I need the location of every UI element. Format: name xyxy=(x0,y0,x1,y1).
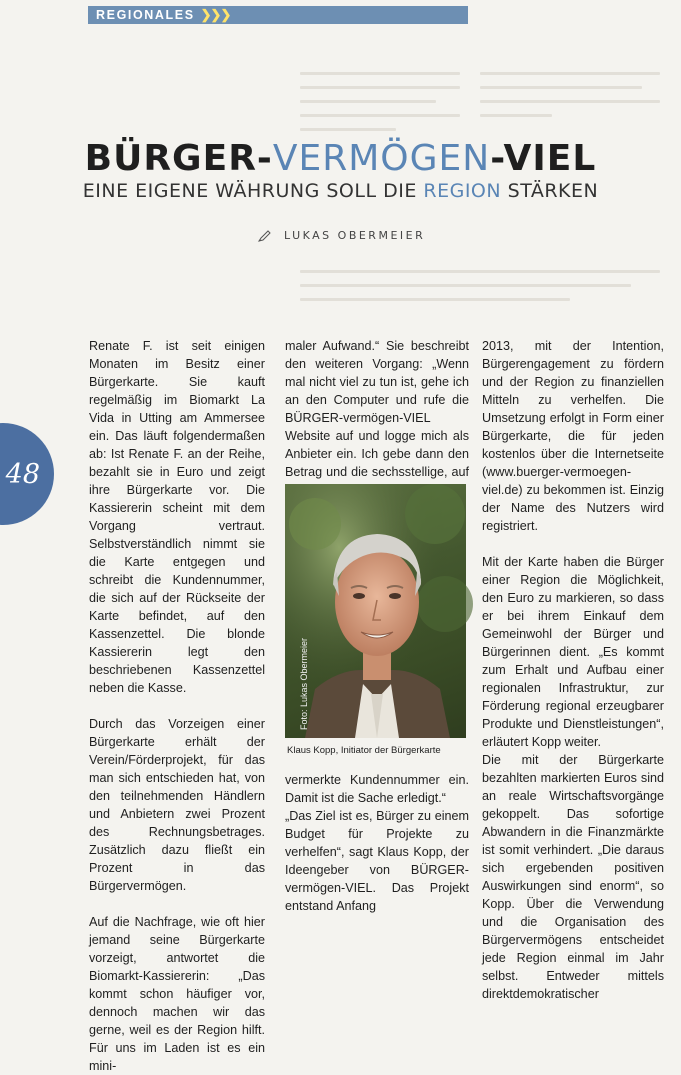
page-number-badge xyxy=(0,423,54,525)
paragraph: maler Aufwand.“ Sie beschreibt den weiteren Vorgang: „Wenn mal nicht viel zu tun ist, gehe ich an den Computer und rufe die BÜRGER-vermögen-VIEL Website auf und logge mich als Anbieter ein. Ich gebe dann den Betrag und die sechsstellige, auf xyxy=(285,339,469,479)
paragraph: „Das Ziel ist es, Bürger zu einem Budget für Projekte zu verhelfen“, sagt Klaus Kopp, der Ideengeber von BÜRGER-vermögen-VIEL. Das Projekt entstand Anfang xyxy=(285,809,469,913)
subtitle-part-3: STÄRKEN xyxy=(501,180,599,202)
headline xyxy=(0,138,681,179)
headline-part-1: BÜRGER- xyxy=(84,138,273,179)
column-2-top xyxy=(285,337,469,499)
headline-part-3: -VIEL xyxy=(490,138,597,179)
headline-part-2: VERMÖGEN xyxy=(272,138,491,179)
bleed-through-right xyxy=(480,72,660,132)
column-2-bottom xyxy=(285,771,469,915)
subtitle-part-2: REGION xyxy=(423,180,502,202)
bleed-through-mid xyxy=(300,270,660,320)
paragraph: 2013, mit der Intention, Bürgerengagement zu fördern und der Region zu finanziellen Mitteln zu verhelfen. Die Umsetzung erfolgt in Form einer Bürgerkarte, die für jeden kostenlos über die Internetseite (www.buerger-vermoegen-viel.de) zu bekommen ist. Einzig der Name des Nutzers wird registriert. xyxy=(482,339,664,533)
paragraph: vermerkte Kundennummer ein. Damit ist die Sache erledigt.“ xyxy=(285,773,469,805)
subtitle-part-1: EINE EIGENE WÄHRUNG SOLL DIE xyxy=(82,180,424,202)
paragraph: Auf die Nachfrage, wie oft hier jemand seine Bürgerkarte vorzeigt, antwortet die Biomarkt-Kassiererin: „Das kommt schon häufiger vor, dennoch machen wir das gerne, weil es der Region hilft. Für uns im Laden ist es ein mini- xyxy=(89,915,265,1073)
chevrons-icon: ❯❯❯ xyxy=(200,7,231,22)
section-header xyxy=(88,6,468,24)
column-1 xyxy=(89,337,265,1075)
photo-caption: Klaus Kopp, Initiator der Bürgerkarte xyxy=(287,745,441,756)
section-label: REGIONALES xyxy=(96,8,195,22)
bleed-through-left xyxy=(300,72,460,142)
photo-credit: Foto: Lukas Obermeier xyxy=(299,637,309,730)
paragraph: Mit der Karte haben die Bürger einer Region die Möglichkeit, den Euro zu markieren, so dass er bei ihrem Einkauf dem Gemeinwohl der Bürger und Bürgerinnen dient. „Es kommt zum Erhalt und Aufbau einer regionalen Infrastruktur, zur Förderung regional erzeugbarer Produkte und Dienstleistungen“, erläutert Kopp weiter. xyxy=(482,555,664,749)
paragraph: Die mit der Bürgerkarte bezahlten markierten Euros sind an reale Wirtschaftsvorgänge gekoppelt. Das sofortige Abwandern in die Finanzmärkte ist somit verhindert. „Die daraus sich ergebenden positiven Auswirkungen sind enorm“, so Kopp. Über die Verwendung und die Organisation des Bürgervermögens entscheidet jede Region einmal im Jahr selbst. Entweder mittels direktdemokratischer xyxy=(482,753,664,1001)
portrait-illustration xyxy=(285,484,466,738)
column-3 xyxy=(482,337,664,1003)
page-number: 48 xyxy=(5,458,40,490)
subtitle xyxy=(0,180,681,202)
portrait-photo xyxy=(285,484,466,738)
photo-credit-wrap xyxy=(287,484,309,738)
pen-icon xyxy=(258,230,272,242)
paragraph: Durch das Vorzeigen einer Bürgerkarte erhält der Verein/Förderprojekt, für das man sich entschieden hat, von den teilnehmenden Händlern und Anbietern zwei Prozent des Rechnungsbetrages. Zusätzlich dazu fließt ein Prozent in das Bürgervermögen. xyxy=(89,717,265,893)
byline xyxy=(258,229,425,242)
author-name: LUKAS OBERMEIER xyxy=(284,229,426,242)
paragraph: Renate F. ist seit einigen Monaten im Besitz einer Bürgerkarte. Sie kauft regelmäßig im Biomarkt La Vida in Utting am Ammersee ein. Das läuft folgendermaßen ab: Ist Renate F. an der Reihe, bezahlt sie in Euro und zeigt ihre Bürgerkarte vor. Die Kassiererin scheint mit dem Vorgang vertraut. Selbstverständlich nimmt sie die Karte entgegen und schreibt die Kundennummer, die sich auf der Rückseite der Karte befindet, auf den Kassenzettel. Die blonde Kassiererin legt den beschriebenen Kassenzettel neben die Kasse. xyxy=(89,339,265,695)
